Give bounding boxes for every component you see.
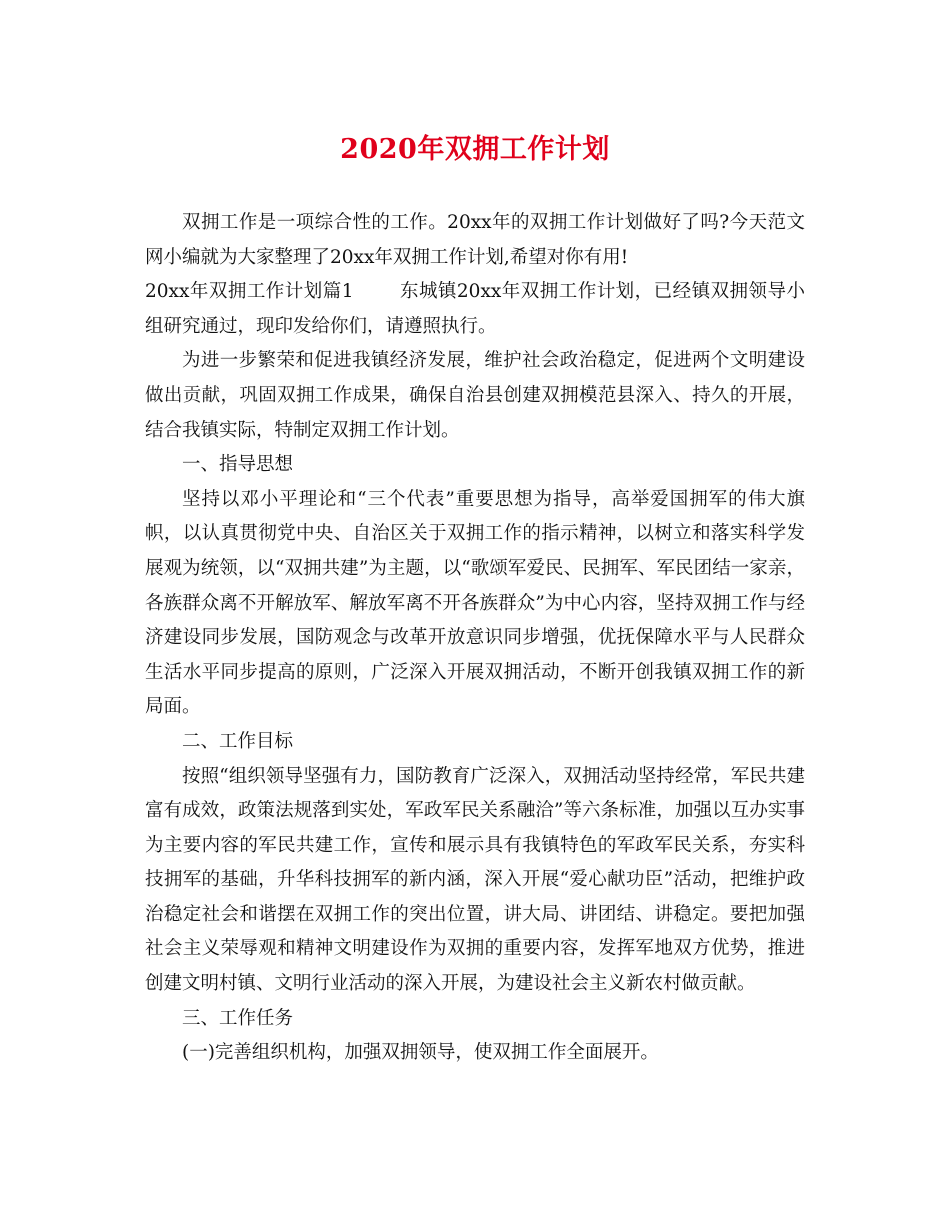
document-body	[145, 206, 805, 1071]
section-item-1: (一)完善组织机构，加强双拥领导，使双拥工作全面展开。	[182, 1042, 659, 1064]
intro-paragraph: 双拥工作是一项综合性的工作。20xx年的双拥工作计划做好了吗?今天范文网小编就为大家整理了20xx年双拥工作计划,希望对你有用!	[145, 212, 805, 268]
section-heading-2: 二、工作目标	[182, 730, 294, 752]
section-heading-1: 一、指导思想	[182, 454, 294, 476]
section-paragraph-1: 坚持以邓小平理论和“三个代表”重要思想为指导，高举爱国拥军的伟大旗帜，以认真贯彻党中央、自治区关于双拥工作的指示精神，以树立和落实科学发展观为统领，以“双拥共建”为主题，以“歌颂军爱民、民拥军、军民团结一家亲，各族群众离不开解放军、解放军离不开各族群众”为中心内容，坚持双拥工作与经济建设同步发展，国防观念与改革开放意识同步增强，优抚保障水平与人民群众生活水平同步提高的原则，广泛深入开展双拥活动，不断开创我镇双拥工作的新局面。	[145, 488, 805, 718]
purpose-paragraph: 为进一步繁荣和促进我镇经济发展，维护社会政治稳定，促进两个文明建设做出贡献，巩固双拥工作成果，确保自治县创建双拥模范县深入、持久的开展，结合我镇实际，特制定双拥工作计划。	[145, 350, 805, 441]
section-heading-3: 三、工作任务	[182, 1007, 294, 1029]
section-paragraph-2: 按照“组织领导坚强有力，国防教育广泛深入，双拥活动坚持经常，军民共建富有成效，政策法规落到实处，军政军民关系融洽”等六条标准，加强以互办实事为主要内容的军民共建工作，宣传和展示具有我镇特色的军政军民关系，夯实科技拥军的基础，升华科技拥军的新内涵，深入开展“爱心献功臣”活动，把维护政治稳定社会和谐摆在双拥工作的突出位置，讲大局、讲团结、讲稳定。要把加强社会主义荣辱观和精神文明建设作为双拥的重要内容，发挥军地双方优势，推进创建文明村镇、文明行业活动的深入开展，为建设社会主义新农村做贡献。	[145, 765, 805, 995]
article-lead-paragraph	[145, 275, 805, 344]
article-label: 20xx年双拥工作计划篇1	[145, 281, 354, 303]
article-lead-text: 东城镇20xx年双拥工作计划，已经镇双拥领导小组研究通过，现印发给你们，请遵照执行。	[145, 281, 805, 337]
document-title: 2020年双拥工作计划	[340, 134, 610, 165]
